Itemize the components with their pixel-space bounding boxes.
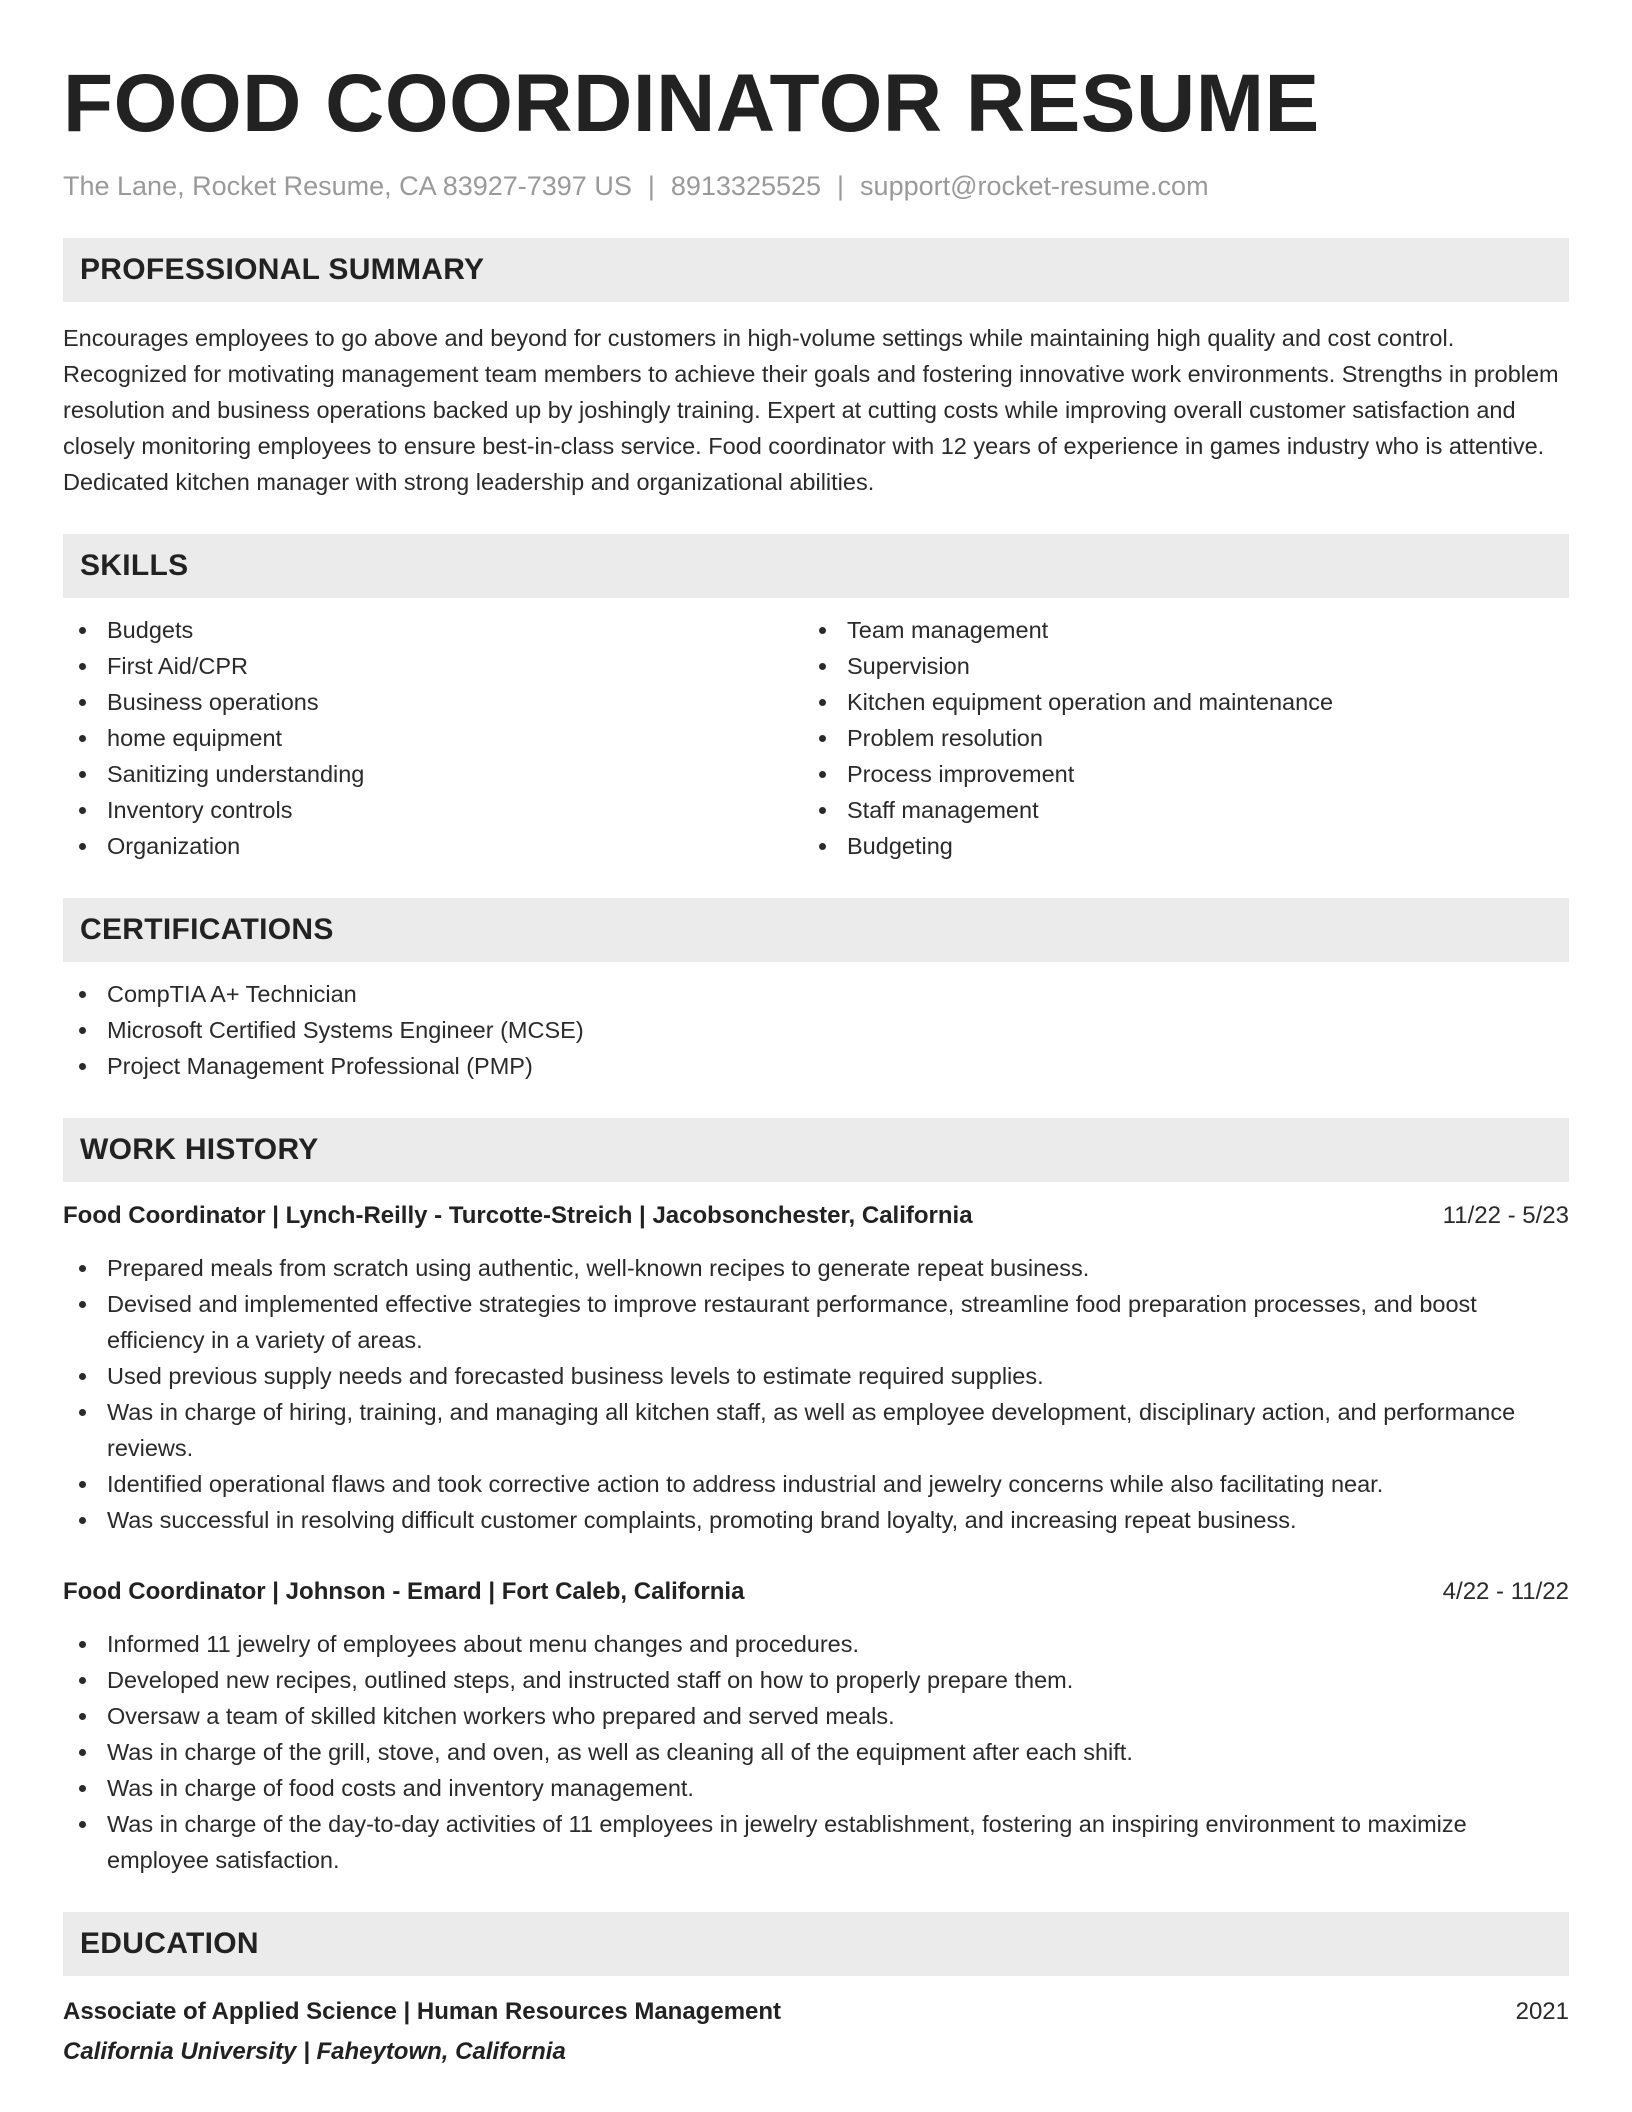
certifications-list (63, 976, 1569, 1084)
job-dates: 11/22 - 5/23 (1442, 1202, 1569, 1229)
job-entry (63, 1574, 1569, 1878)
education-year: 2021 (1515, 1998, 1569, 2025)
job-duty: Oversaw a team of skilled kitchen workers who prepared and served meals. (63, 1698, 1569, 1734)
job-duty: Identified operational flaws and took corrective action to address industrial and jewelry concerns while also facilitating near. (63, 1466, 1569, 1502)
job-duty: Prepared meals from scratch using authentic, well-known recipes to generate repeat business. (63, 1250, 1569, 1286)
skills-list-left (63, 612, 803, 864)
skill-item: Inventory controls (63, 792, 803, 828)
skill-item: Supervision (803, 648, 1543, 684)
education-entry (63, 1994, 1569, 2030)
education-school: California University | Faheytown, California (63, 2038, 566, 2065)
contact-address: The Lane, Rocket Resume, CA 83927-7397 US (63, 171, 632, 201)
education-heading: EDUCATION (63, 1912, 1569, 1976)
contact-separator: | (837, 171, 845, 201)
skills-list-right (803, 612, 1543, 864)
skill-item: Process improvement (803, 756, 1543, 792)
skill-item: Business operations (63, 684, 803, 720)
certifications-heading: CERTIFICATIONS (63, 898, 1569, 962)
job-duty: Used previous supply needs and forecasted business levels to estimate required supplies. (63, 1358, 1569, 1394)
job-title: Food Coordinator | Lynch-Reilly - Turcotte-Streich | Jacobsonchester, California (63, 1202, 973, 1229)
skill-item: Organization (63, 828, 803, 864)
summary-heading: PROFESSIONAL SUMMARY (63, 238, 1569, 302)
job-entry (63, 1198, 1569, 1538)
contact-line (63, 168, 1569, 204)
skill-item: Sanitizing understanding (63, 756, 803, 792)
summary-text: Encourages employees to go above and beyond for customers in high-volume settings while maintaining high quality and cost control. Recognized for motivating management team members to achieve their goals and fostering innovative work environments. Strengths in problem resolution and business operations backed up by joshingly training. Expert at cutting costs while improving overall customer satisfaction and closely monitoring employees to ensure best-in-class service. Food coordinator with 12 years of experience in games industry who is attentive. Dedicated kitchen manager with strong leadership and organizational abilities. (63, 325, 1559, 495)
skill-item: home equipment (63, 720, 803, 756)
job-duties-list (63, 1626, 1569, 1878)
job-duty: Developed new recipes, outlined steps, and instructed staff on how to properly prepare them. (63, 1662, 1569, 1698)
resume-title: FOOD COORDINATOR RESUME (63, 58, 1320, 149)
skill-item: Staff management (803, 792, 1543, 828)
skill-item: Problem resolution (803, 720, 1543, 756)
skill-item: Team management (803, 612, 1543, 648)
job-duty: Was in charge of hiring, training, and managing all kitchen staff, as well as employee development, disciplinary action, and performance reviews. (63, 1394, 1569, 1466)
job-duty: Informed 11 jewelry of employees about menu changes and procedures. (63, 1626, 1569, 1662)
skill-item: Budgets (63, 612, 803, 648)
job-dates: 4/22 - 11/22 (1442, 1578, 1569, 1605)
job-duty: Was in charge of food costs and inventory management. (63, 1770, 1569, 1806)
job-duties-list (63, 1250, 1569, 1538)
job-title: Food Coordinator | Johnson - Emard | Fort Caleb, California (63, 1578, 745, 1605)
certification-item: CompTIA A+ Technician (63, 976, 1569, 1012)
skill-item: Kitchen equipment operation and maintenance (803, 684, 1543, 720)
job-header (63, 1574, 1569, 1610)
job-header (63, 1198, 1569, 1234)
job-duty: Was in charge of the grill, stove, and oven, as well as cleaning all of the equipment after each shift. (63, 1734, 1569, 1770)
certification-item: Microsoft Certified Systems Engineer (MCSE) (63, 1012, 1569, 1048)
contact-phone: 8913325525 (670, 171, 822, 201)
skill-item: Budgeting (803, 828, 1543, 864)
job-duty: Was successful in resolving difficult customer complaints, promoting brand loyalty, and increasing repeat business. (63, 1502, 1569, 1538)
skills-columns (63, 612, 1569, 864)
contact-email: support@rocket-resume.com (860, 171, 1209, 201)
certification-item: Project Management Professional (PMP) (63, 1048, 1569, 1084)
work-history-heading: WORK HISTORY (63, 1118, 1569, 1182)
skill-item: First Aid/CPR (63, 648, 803, 684)
education-degree: Associate of Applied Science | Human Resources Management (63, 1998, 782, 2025)
contact-separator: | (647, 171, 655, 201)
job-duty: Was in charge of the day-to-day activities of 11 employees in jewelry establishment, fostering an inspiring environment to maximize employee satisfaction. (63, 1806, 1569, 1878)
job-duty: Devised and implemented effective strategies to improve restaurant performance, streamline food preparation processes, and boost efficiency in a variety of areas. (63, 1286, 1569, 1358)
skills-heading: SKILLS (63, 534, 1569, 598)
